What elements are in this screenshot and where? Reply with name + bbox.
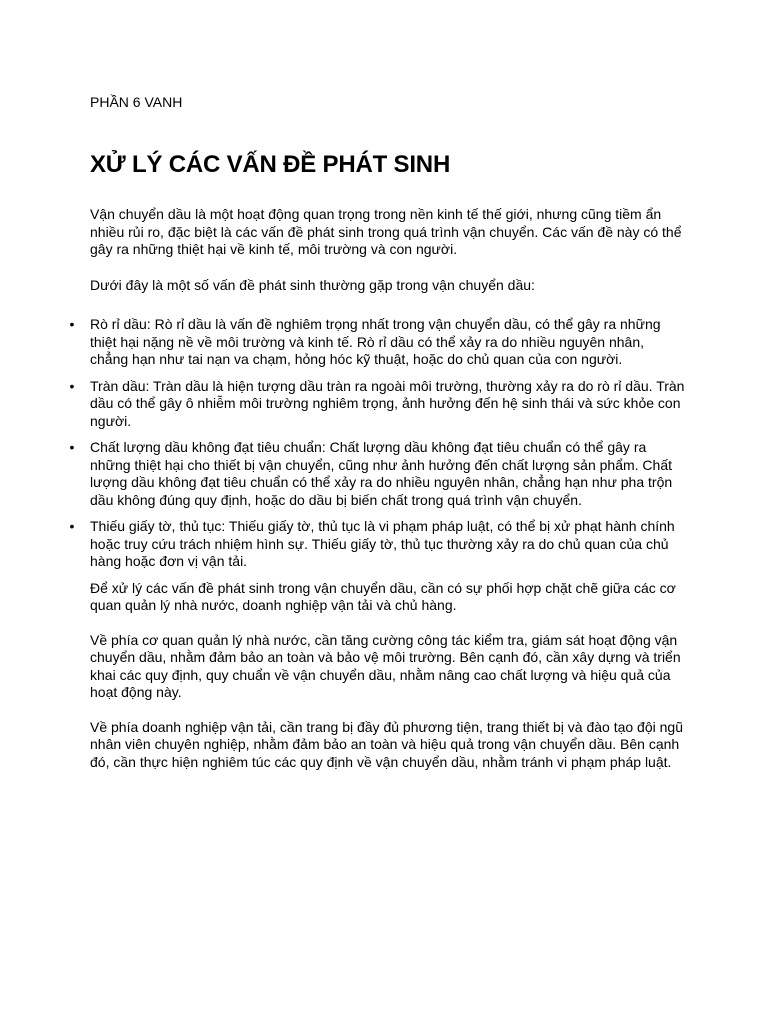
issue-text: Tràn dầu: Tràn dầu là hiện tượng dầu tràn ra ngoài môi trường, thường xảy ra do rò rỉ dầu. Tràn dầu có thể gây ô nhiễm môi trường nghiêm trọng, ảnh hưởng đến hệ sinh thái và sức khỏe con người. [90,377,685,429]
intro-paragraph: Vận chuyển dầu là một hoạt động quan trọng trong nền kinh tế thế giới, nhưng cũng tiềm ẩn nhiều rủi ro, đặc biệt là các vấn đề phát sinh trong quá trình vận chuyển. Các vấn đề này có thể gây ra những thiệt hại về kinh tế, môi trường và con người. [90,206,682,257]
bullet-icon: • [69,518,75,534]
section-label: PHẦN 6 VANH [90,94,183,110]
bullet-icon: • [69,316,75,332]
lead-paragraph: Dưới đây là một số vấn đề phát sinh thường gặp trong vận chuyển dầu: [90,276,535,293]
list-item [69,316,686,369]
bullet-icon: • [69,439,75,455]
list-item [69,518,686,571]
document-body [69,206,686,771]
bullet-icon: • [69,377,75,394]
coordination-paragraph: Để xử lý các vấn đề phát sinh trong vận chuyển dầu, cần có sự phối hợp chặt chẽ giữa các cơ quan quản lý nhà nước, doanh nghiệp vận tải và chủ hàng. [90,579,676,613]
list-item [69,377,686,431]
issue-text: Thiếu giấy tờ, thủ tục: Thiếu giấy tờ, thủ tục là vi phạm pháp luật, có thể bị xử phạt hành chính hoặc truy cứu trách nhiệm hình sự. Thiếu giấy tờ, thủ tục thường xảy ra do chủ quan của chủ hàng hoặc đơn vị vận tải. [90,518,675,569]
issues-list [69,316,686,571]
issue-text: Chất lượng dầu không đạt tiêu chuẩn: Chất lượng dầu không đạt tiêu chuẩn có thể gây ra những thiệt hại cho thiết bị vận chuyển, cũng như ảnh hưởng đến chất lượng sản phẩm. Chất lượng dầu không đạt tiêu chuẩn có thể xảy ra do nhiều nguyên nhân, chẳng hạn như pha trộn dầu không đúng quy định, hoặc do dầu bị biến chất trong quá trình vận chuyển. [90,439,673,508]
page-title: XỬ LÝ CÁC VẤN ĐỀ PHÁT SINH [90,151,451,178]
issue-text: Rò rỉ dầu: Rò rỉ dầu là vấn đề nghiêm trọng nhất trong vận chuyển dầu, có thể gây ra những thiệt hại nặng nề về môi trường và kinh tế. Rò rỉ dầu có thể xảy ra do nhiều nguyên nhân, chẳng hạn như tai nạn va chạm, hỏng hóc kỹ thuật, hoặc do chủ quan của con người. [90,316,661,367]
list-item [69,439,686,509]
agency-paragraph: Về phía cơ quan quản lý nhà nước, cần tăng cường công tác kiểm tra, giám sát hoạt động vận chuyển dầu, nhằm đảm bảo an toàn và bảo vệ môi trường. Bên cạnh đó, cần xây dựng và triển khai các quy định, quy chuẩn về vận chuyển dầu, nhằm nâng cao chất lượng và hiệu quả của hoạt động này. [90,631,681,700]
transport-paragraph: Về phía doanh nghiệp vận tải, cần trang bị đầy đủ phương tiện, trang thiết bị và đào tạo đội ngũ nhân viên chuyên nghiệp, nhằm đảm bảo an toàn và hiệu quả trong vận chuyển dầu. Bên cạnh đó, cần thực hiện nghiêm túc các quy định về vận chuyển dầu, nhằm tránh vi phạm pháp luật. [90,718,683,770]
